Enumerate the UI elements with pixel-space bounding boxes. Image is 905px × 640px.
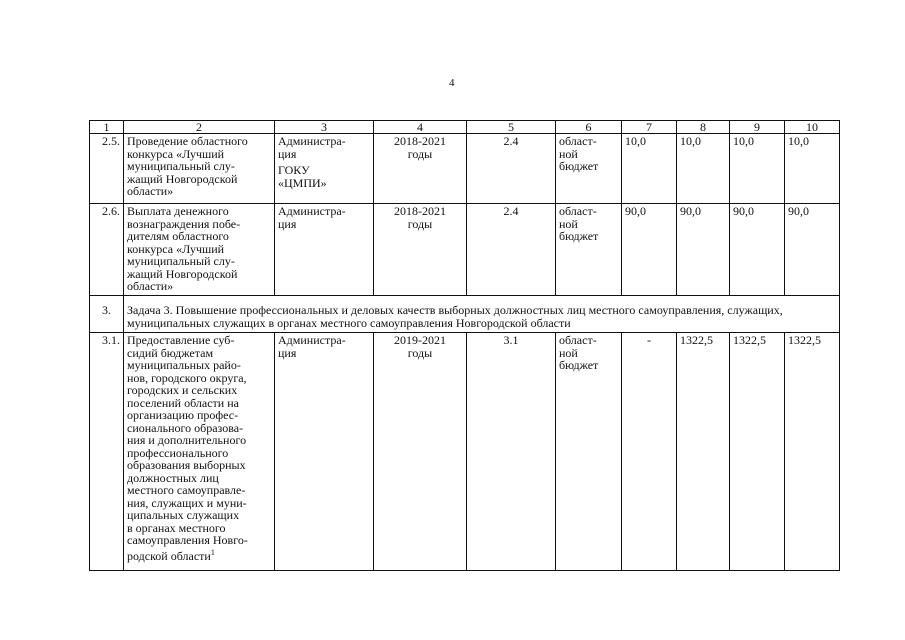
value-cell: 10,0 bbox=[730, 134, 785, 204]
executor-text: Администра- ция bbox=[278, 134, 346, 161]
activity-name: Проведение областного конкурса «Лучший муниципальный слу- жащий Новгородской области» bbox=[124, 134, 275, 204]
page-number: 4 bbox=[449, 77, 455, 89]
value-cell: 1322,5 bbox=[677, 333, 730, 571]
value-cell: 1322,5 bbox=[785, 333, 840, 571]
value-cell: 90,0 bbox=[730, 204, 785, 296]
executor-cell: Администра- ция bbox=[275, 333, 374, 571]
source-cell: област- ной бюджет bbox=[556, 333, 622, 571]
value-cell: 10,0 bbox=[622, 134, 677, 204]
value-cell: 90,0 bbox=[677, 204, 730, 296]
table-row bbox=[90, 204, 840, 296]
header-cell: 1 bbox=[90, 121, 124, 134]
header-cell: 7 bbox=[622, 121, 677, 134]
row-number: 2.6. bbox=[90, 204, 124, 296]
header-cell: 6 bbox=[556, 121, 622, 134]
executor-cell: Администра- ция bbox=[275, 204, 374, 296]
indicator-cell: 3.1 bbox=[467, 333, 556, 571]
value-cell: 90,0 bbox=[785, 204, 840, 296]
period-cell: 2018-2021 годы bbox=[374, 204, 467, 296]
header-cell: 5 bbox=[467, 121, 556, 134]
activity-name-cell bbox=[124, 333, 275, 571]
header-cell: 3 bbox=[275, 121, 374, 134]
row-number: 2.5. bbox=[90, 134, 124, 204]
task-row bbox=[90, 296, 840, 333]
value-cell: 90,0 bbox=[622, 204, 677, 296]
period-cell: 2018-2021 годы bbox=[374, 134, 467, 204]
source-cell: област- ной бюджет bbox=[556, 134, 622, 204]
footnote-mark: 1 bbox=[210, 547, 215, 557]
header-cell: 4 bbox=[374, 121, 467, 134]
header-cell: 8 bbox=[677, 121, 730, 134]
activity-name: Предоставление суб- сидий бюджетам муниципальных райо- нов, городского округа, городских и сельских поселений области на организацию профес- сионального образова- ния и дополнительного профессионального образования выборных должностных лиц местного самоуправле- ния, служащих и муни- ципальных служащих в органах местного самоуправления Новго- родской области bbox=[127, 333, 248, 563]
table-row bbox=[90, 333, 840, 571]
activity-name: Выплата денежного вознаграждения побе- дителям областного конкурса «Лучший муниципальный слу- жащий Новгородской области» bbox=[124, 204, 275, 296]
header-row bbox=[90, 121, 840, 134]
period-cell: 2019-2021 годы bbox=[374, 333, 467, 571]
source-cell: област- ной бюджет bbox=[556, 204, 622, 296]
row-number: 3. bbox=[90, 296, 124, 333]
indicator-cell: 2.4 bbox=[467, 204, 556, 296]
value-cell: - bbox=[622, 333, 677, 571]
value-cell: 10,0 bbox=[785, 134, 840, 204]
indicator-cell: 2.4 bbox=[467, 134, 556, 204]
table-row bbox=[90, 134, 840, 204]
header-cell: 10 bbox=[785, 121, 840, 134]
row-number: 3.1. bbox=[90, 333, 124, 571]
executor-text: ГОКУ «ЦМПИ» bbox=[278, 163, 327, 190]
budget-table bbox=[89, 120, 840, 571]
header-cell: 2 bbox=[124, 121, 275, 134]
executor-cell bbox=[275, 134, 374, 204]
value-cell: 10,0 bbox=[677, 134, 730, 204]
task-title: Задача 3. Повышение профессиональных и деловых качеств выборных должностных лиц местного самоуправления, служащих, муниципальных служащих в органах местного самоуправления Новгородской области bbox=[124, 296, 840, 333]
header-cell: 9 bbox=[730, 121, 785, 134]
value-cell: 1322,5 bbox=[730, 333, 785, 571]
